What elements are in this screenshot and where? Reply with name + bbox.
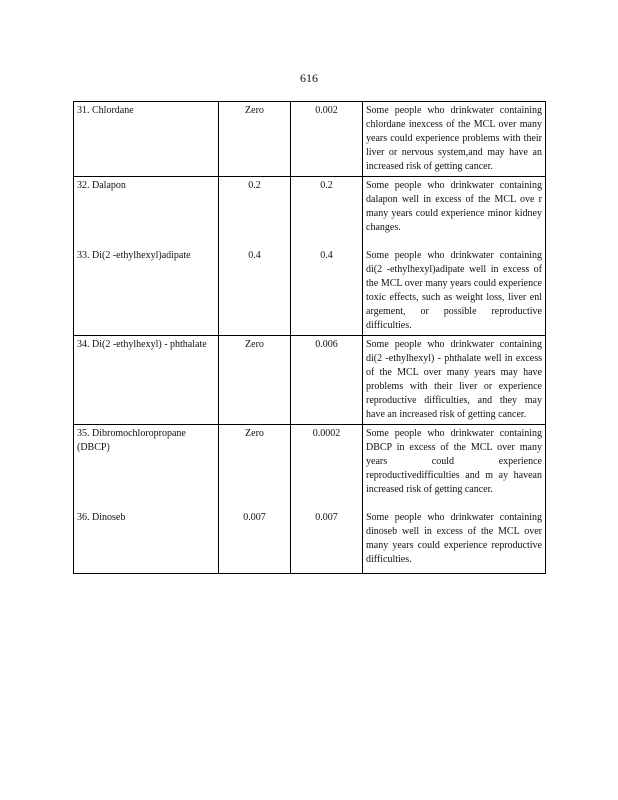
table-row <box>74 102 546 177</box>
health-effect: Some people who drinkwater containing dalapon well in excess of the MCL ove r many years could experience minor kidney changes. <box>363 177 546 248</box>
contaminants-table <box>73 101 546 574</box>
page-number: 616 <box>300 71 318 85</box>
health-effect: Some people who drinkwater containing di(2 -ethylhexyl) - phthalate well in excess of the MCL over many years may have problems with their liver or experience reproductive difficulties, and they may have an increased risk of getting cancer. <box>363 336 546 425</box>
health-effect: Some people who drinkwater containing di(2 -ethylhexyl)adipate well in excess of the MCL over many years could experience toxic effects, such as weight loss, liver enl argement, or possible reproductive difficulties. <box>363 247 546 336</box>
table-row <box>74 177 546 248</box>
mcl-value: 0.002 <box>291 102 363 177</box>
mcl-value: 0.4 <box>291 247 363 336</box>
table-row <box>74 336 546 425</box>
contaminant-name: 36. Dinoseb <box>74 509 219 574</box>
table-row <box>74 509 546 574</box>
contaminant-name: 35. Dibromochloropropane (DBCP) <box>74 425 219 510</box>
health-effect: Some people who drinkwater containing chlordane inexcess of the MCL over many years could experience problems with their liver or nervous system,and may have an increased risk of getting cancer. <box>363 102 546 177</box>
contaminant-name: 33. Di(2 -ethylhexyl)adipate <box>74 247 219 336</box>
health-effect: Some people who drinkwater containing dinoseb well in excess of the MCL over many years could experience reproductive difficulties. <box>363 509 546 574</box>
mcl-value: 0.0002 <box>291 425 363 510</box>
mcl-value: 0.006 <box>291 336 363 425</box>
mclg-value: 0.007 <box>219 509 291 574</box>
contaminant-name: 32. Dalapon <box>74 177 219 248</box>
table-row <box>74 425 546 510</box>
mclg-value: Zero <box>219 102 291 177</box>
contaminant-name: 34. Di(2 -ethylhexyl) - phthalate <box>74 336 219 425</box>
contaminant-name: 31. Chlordane <box>74 102 219 177</box>
health-effect: Some people who drinkwater containing DBCP in excess of the MCL over many years could experience reproductivedifficulties and m ay havean increased risk of getting cancer. <box>363 425 546 510</box>
mcl-value: 0.2 <box>291 177 363 248</box>
mclg-value: Zero <box>219 336 291 425</box>
mclg-value: Zero <box>219 425 291 510</box>
mclg-value: 0.4 <box>219 247 291 336</box>
mclg-value: 0.2 <box>219 177 291 248</box>
table-row <box>74 247 546 336</box>
mcl-value: 0.007 <box>291 509 363 574</box>
